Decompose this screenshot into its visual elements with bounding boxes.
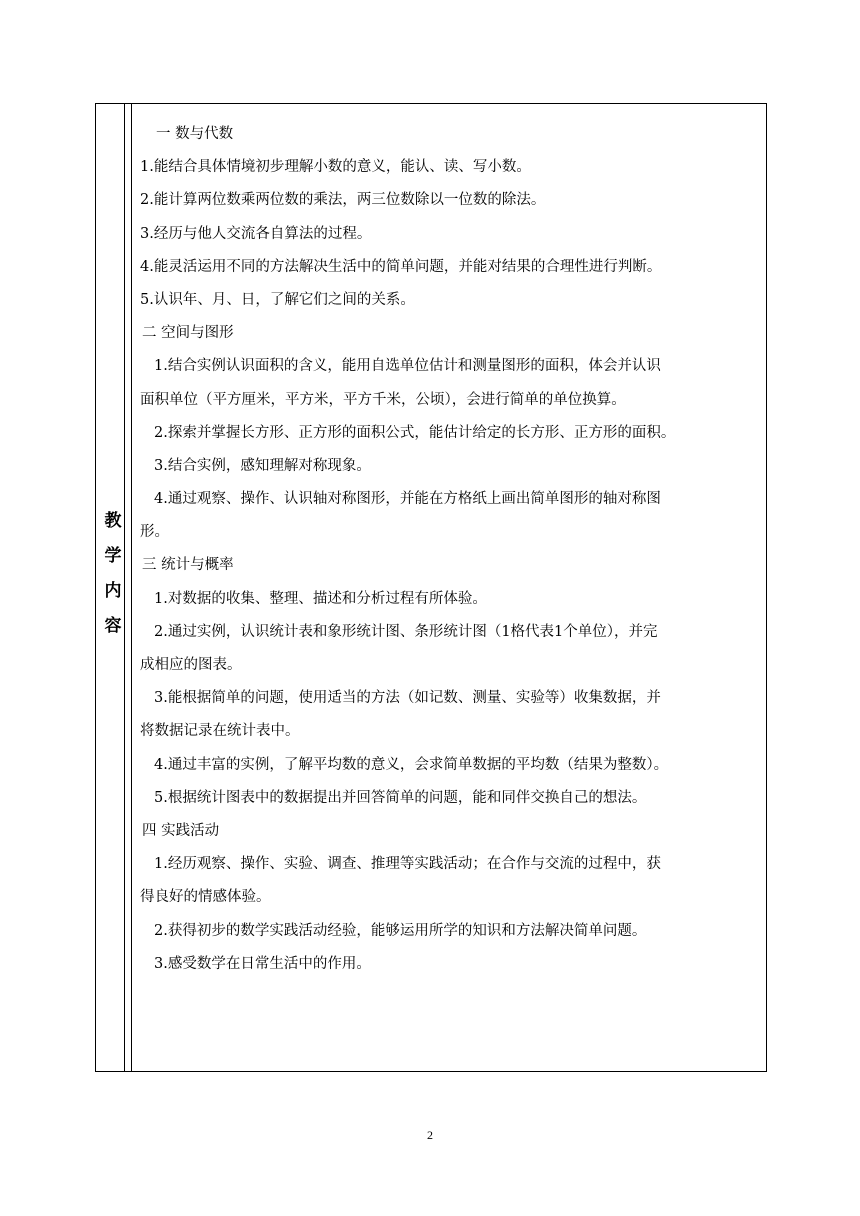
- section-heading: 四 实践活动: [142, 822, 220, 839]
- label-char: 教: [104, 511, 122, 531]
- list-item-line: 4.通过丰富的实例，了解平均数的意义，会求简单数据的平均数（结果为整数）。: [154, 756, 669, 773]
- list-item-line: 2.获得初步的数学实践活动经验，能够运用所学的知识和方法解决简单问题。: [154, 922, 647, 939]
- list-item-line: 3.感受数学在日常生活中的作用。: [154, 955, 371, 972]
- list-item-line: 面积单位（平方厘米，平方米，平方千米，公顷），会进行简单的单位换算。: [140, 391, 626, 408]
- list-item-line: 2.通过实例，认识统计表和象形统计图、条形统计图（1格代表1个单位），并完: [154, 623, 658, 640]
- list-item-line: 5.认识年、月、日，了解它们之间的关系。: [140, 291, 415, 308]
- list-item-line: 1.对数据的收集、整理、描述和分析过程有所体验。: [154, 590, 487, 607]
- list-item-line: 1.结合实例认识面积的含义，能用自选单位估计和测量图形的面积，体会并认识: [154, 358, 661, 375]
- label-char: 容: [104, 616, 122, 636]
- list-item-line: 1.经历观察、操作、实验、调查、推理等实践活动；在合作与交流的过程中，获: [154, 856, 661, 873]
- list-item-line: 5.根据统计图表中的数据提出并回答简单的问题，能和同伴交换自己的想法。: [154, 789, 647, 806]
- teaching-content: [140, 118, 760, 981]
- section-heading: 一 数与代数: [156, 126, 234, 142]
- list-item-line: 1.能结合具体情境初步理解小数的意义，能认、读、写小数。: [140, 159, 531, 176]
- content-table: [95, 103, 767, 1072]
- row-label: [96, 504, 130, 644]
- list-item-line: 2.能计算两位数乘两位数的乘法，两三位数除以一位数的除法。: [140, 192, 546, 209]
- label-char: 学: [104, 546, 122, 566]
- list-item-line: 4.能灵活运用不同的方法解决生活中的简单问题，并能对结果的合理性进行判断。: [140, 258, 662, 275]
- list-item-line: 2.探索并掌握长方形、正方形的面积公式，能估计给定的长方形、正方形的面积。: [154, 424, 676, 441]
- page-number: 2: [427, 1128, 433, 1142]
- list-item-line: 成相应的图表。: [140, 657, 242, 673]
- list-item-line: 将数据记录在统计表中。: [140, 723, 300, 740]
- list-item-line: 3.经历与他人交流各自算法的过程。: [140, 225, 372, 242]
- list-item-line: 4.通过观察、操作、认识轴对称图形，并能在方格纸上画出简单图形的轴对称图: [154, 491, 661, 508]
- section-heading: 二 空间与图形: [142, 325, 234, 342]
- label-char: 内: [104, 581, 122, 601]
- section-heading: 三 统计与概率: [142, 557, 234, 574]
- list-item-line: 3.结合实例，感知理解对称现象。: [154, 457, 371, 474]
- list-item-line: 得良好的情感体验。: [140, 889, 271, 906]
- list-item-line: 3.能根据简单的问题，使用适当的方法（如记数、测量、实验等）收集数据，并: [154, 690, 661, 707]
- list-item-line: 形。: [140, 524, 169, 541]
